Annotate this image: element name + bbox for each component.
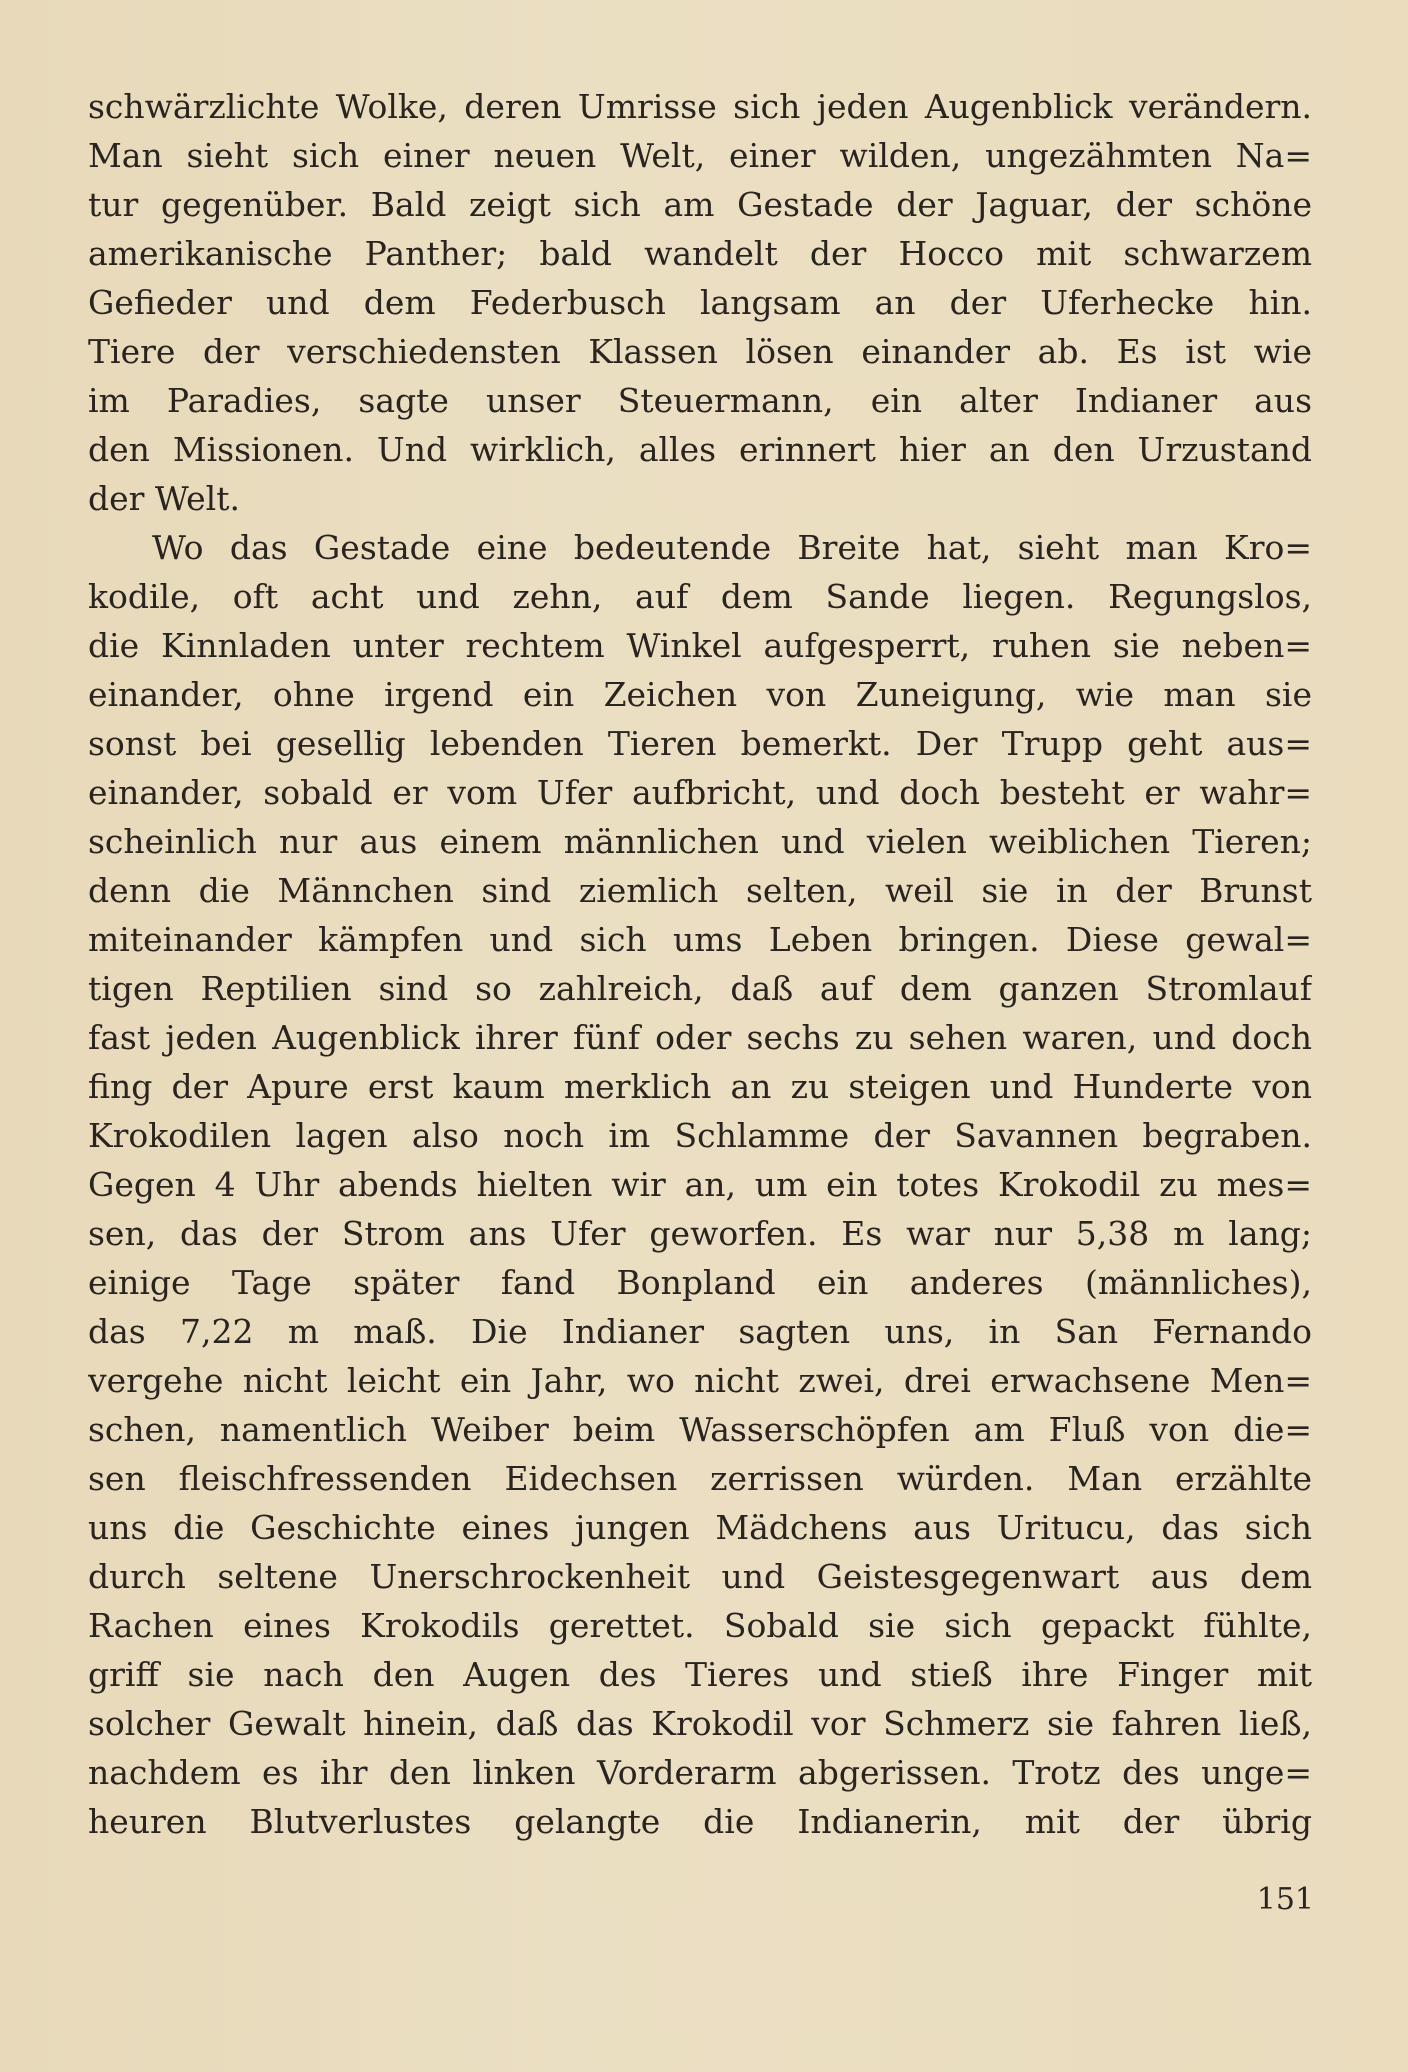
text-line: miteinander kämpfen und sich ums Leben bringen. Diese gewal=: [88, 920, 1312, 959]
text-line: solcher Gewalt hinein, daß das Krokodil vor Schmerz sie fahren ließ,: [88, 1704, 1312, 1743]
text-line: die Kinnladen unter rechtem Winkel aufgesperrt, ruhen sie neben=: [88, 626, 1312, 665]
text-line: nachdem es ihr den linken Vorderarm abgerissen. Trotz des unge=: [88, 1753, 1312, 1792]
text-line: uns die Geschichte eines jungen Mädchens aus Uritucu, das sich: [88, 1508, 1312, 1547]
text-line: Rachen eines Krokodils gerettet. Sobald sie sich gepackt fühlte,: [88, 1606, 1312, 1645]
text-line: vergehe nicht leicht ein Jahr, wo nicht zwei, drei erwachsene Men=: [88, 1361, 1312, 1400]
text-line: tigen Reptilien sind so zahlreich, daß auf dem ganzen Stromlauf: [88, 969, 1312, 1008]
text-line: das 7,22 m maß. Die Indianer sagten uns, in San Fernando: [88, 1312, 1312, 1351]
text-line: Man sieht sich einer neuen Welt, einer wilden, ungezähmten Na=: [88, 136, 1312, 175]
text-line: scheinlich nur aus einem männlichen und vielen weiblichen Tieren;: [88, 822, 1312, 861]
text-line: sonst bei gesellig lebenden Tieren bemerkt. Der Trupp geht aus=: [88, 724, 1312, 763]
text-line: griff sie nach den Augen des Tieres und stieß ihre Finger mit: [88, 1655, 1312, 1694]
text-line: einander, sobald er vom Ufer aufbricht, und doch besteht er wahr=: [88, 773, 1312, 812]
text-line: fast jeden Augenblick ihrer fünf oder sechs zu sehen waren, und doch: [88, 1018, 1312, 1057]
text-line: Tiere der verschiedensten Klassen lösen einander ab. Es ist wie: [88, 332, 1312, 371]
text-line: amerikanische Panther; bald wandelt der Hocco mit schwarzem: [88, 234, 1312, 273]
text-line: fing der Apure erst kaum merklich an zu steigen und Hunderte von: [88, 1067, 1312, 1106]
text-line: heuren Blutverlustes gelangte die Indianerin, mit der übrig: [88, 1802, 1312, 1841]
text-line: im Paradies, sagte unser Steuermann, ein alter Indianer aus: [88, 381, 1312, 420]
text-line: denn die Männchen sind ziemlich selten, weil sie in der Brunst: [88, 871, 1312, 910]
text-line: sen, das der Strom ans Ufer geworfen. Es war nur 5,38 m lang;: [88, 1214, 1312, 1253]
text-line-paragraph-start: Wo das Gestade eine bedeutende Breite hat, sieht man Kro=: [152, 528, 1312, 567]
text-line: sen fleischfressenden Eidechsen zerrissen würden. Man erzählte: [88, 1459, 1312, 1498]
text-line: Krokodilen lagen also noch im Schlamme der Savannen begraben.: [88, 1116, 1312, 1155]
text-line: durch seltene Unerschrockenheit und Geistesgegenwart aus dem: [88, 1557, 1312, 1596]
text-line: schen, namentlich Weiber beim Wasserschöpfen am Fluß von die=: [88, 1410, 1312, 1449]
text-line: kodile, oft acht und zehn, auf dem Sande liegen. Regungslos,: [88, 577, 1312, 616]
text-line: Gegen 4 Uhr abends hielten wir an, um ein totes Krokodil zu mes=: [88, 1165, 1312, 1204]
text-line: Gefieder und dem Federbusch langsam an der Uferhecke hin.: [88, 283, 1312, 322]
text-line: einige Tage später fand Bonpland ein anderes (männliches),: [88, 1263, 1312, 1302]
text-line: einander, ohne irgend ein Zeichen von Zuneigung, wie man sie: [88, 675, 1312, 714]
text-line-paragraph-end: der Welt.: [88, 479, 240, 518]
page-number: 151: [1256, 1882, 1314, 1917]
text-line: schwärzlichte Wolke, deren Umrisse sich jeden Augenblick verändern.: [88, 87, 1312, 126]
text-line: tur gegenüber. Bald zeigt sich am Gestade der Jaguar, der schöne: [88, 185, 1312, 224]
text-line: den Missionen. Und wirklich, alles erinnert hier an den Urzustand: [88, 430, 1312, 469]
body-text: [88, 82, 1312, 1846]
